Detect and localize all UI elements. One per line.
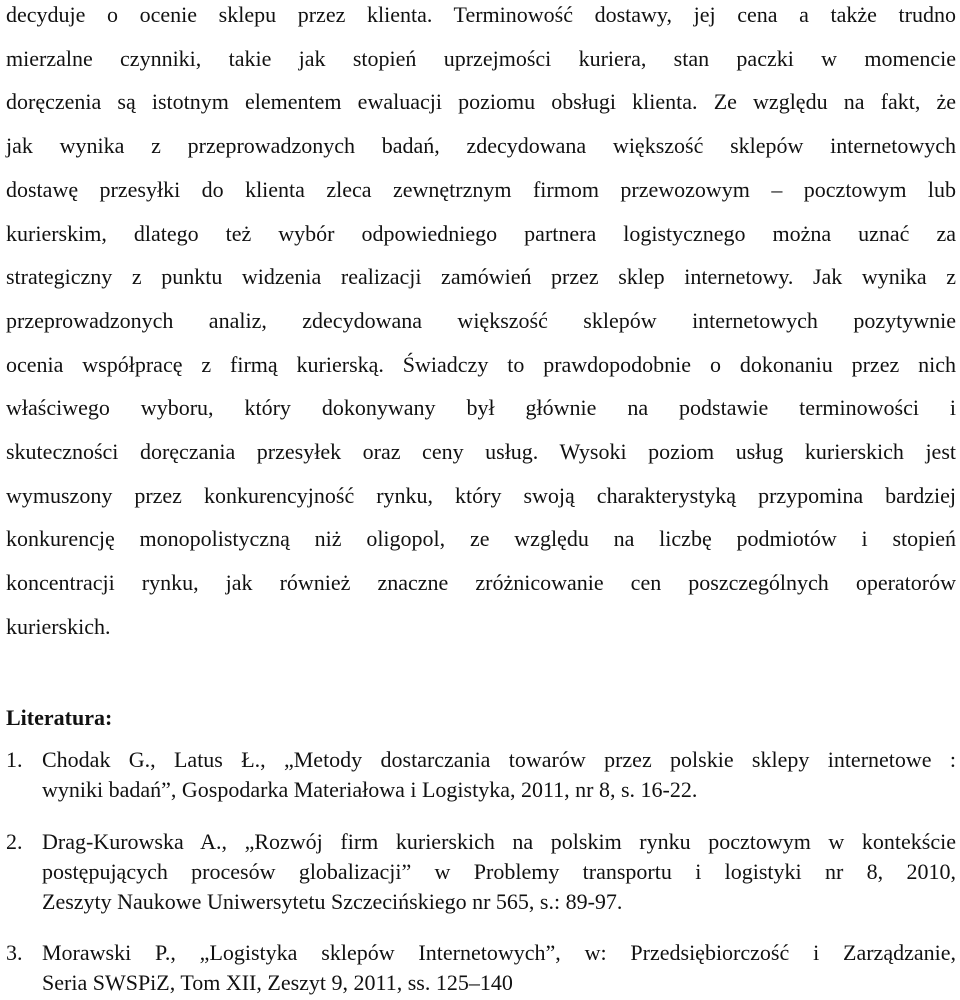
reference-line: Drag-Kurowska A., „Rozwój firm kurierskich na polskim rynku pocztowym w kontekście [42,829,956,854]
body-line: przeprowadzonych analiz, zdecydowana większość sklepów internetowych pozytywnie [6,307,956,333]
reference-line: Zeszyty Naukowe Uniwersytetu Szczecińskiego nr 565, s.: 89-97. [42,889,623,914]
reference-line: Seria SWSPiZ, Tom XII, Zeszyt 9, 2011, ss. 125–140 [42,970,513,995]
body-line: decyduje o ocenie sklepu przez klienta. Terminowość dostawy, jej cena a także trudno [6,2,956,27]
reference-number: 3. [6,940,23,965]
reference-number: 2. [6,829,23,854]
body-line: właściwego wyboru, który dokonywany był głównie na podstawie terminowości i [6,395,956,421]
reference-line: Morawski P., „Logistyka sklepów Internetowych”, w: Przedsiębiorczość i Zarządzanie, [42,940,956,965]
body-line: dostawę przesyłki do klienta zleca zewnętrznym firmom przewozowym – pocztowym lub [6,176,956,202]
reference-item [6,938,956,998]
reference-number: 1. [6,747,23,772]
body-line: kurierskim, dlatego też wybór odpowiedniego partnera logistycznego można uznać za [6,220,956,246]
body-line: doręczenia są istotnym elementem ewaluacji poziomu obsługi klienta. Ze względu na fakt, że [6,89,956,115]
body-line: jak wynika z przeprowadzonych badań, zdecydowana większość sklepów internetowych [6,133,956,159]
body-line: skuteczności doręczania przesyłek oraz ceny usług. Wysoki poziom usług kurierskich jest [6,439,956,465]
body-line: mierzalne czynniki, takie jak stopień uprzejmości kuriera, stan paczki w momencie [6,45,956,71]
body-paragraph [6,0,956,649]
reference-item [6,827,956,917]
body-line: ocenia współpracę z firmą kurierską. Świadczy to prawdopodobnie o dokonaniu przez nich [6,351,956,377]
body-line: strategiczny z punktu widzenia realizacji zamówień przez sklep internetowy. Jak wynika z [6,264,956,290]
reference-item [6,745,956,805]
reference-line: postępujących procesów globalizacji” w Problemy transportu i logistyki nr 8, 2010, [42,859,956,884]
body-line: kurierskich. [6,613,111,639]
reference-list [6,827,956,917]
body-line: konkurencję monopolistyczną niż oligopol, ze względu na liczbę podmiotów i stopień [6,526,956,552]
literature-heading: Literatura: [6,705,113,730]
reference-list [6,745,956,805]
body-line: koncentracji rynku, jak również znaczne zróżnicowanie cen poszczególnych operatorów [6,570,956,596]
reference-list [6,938,956,998]
reference-line: Chodak G., Latus Ł., „Metody dostarczania towarów przez polskie sklepy internetowe : [42,747,956,772]
body-line: wymuszony przez konkurencyjność rynku, który swoją charakterystyką przypomina bardziej [6,482,956,508]
reference-line: wyniki badań”, Gospodarka Materiałowa i Logistyka, 2011, nr 8, s. 16-22. [42,777,698,802]
